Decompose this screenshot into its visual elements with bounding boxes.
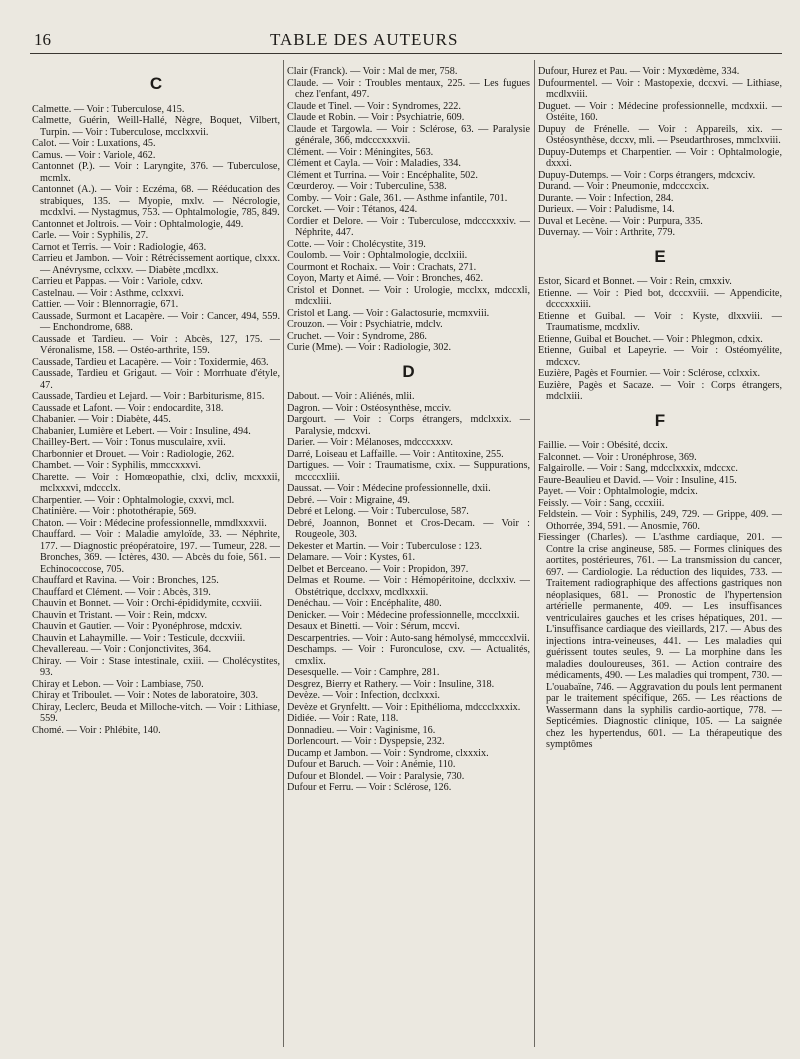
index-entry: Chiray et Triboulet. — Voir : Notes de laboratoire, 303. (32, 690, 258, 701)
index-entry: Coulomb. — Voir : Ophtalmologie, dcclxiii. (287, 250, 468, 261)
index-entry: Corcket. — Voir : Tétanos, 424. (287, 204, 418, 215)
index-entry: Falgairolle. — Voir : Sang, mdcclxxxix, mdccxc. (538, 463, 738, 474)
index-entry: Denicker. — Voir : Médecine professionnelle, mccclxxii. (287, 609, 520, 621)
index-entry: Cotte. — Voir : Cholécystite, 319. (287, 238, 426, 250)
index-entry: Estor, Sicard et Bonnet. — Voir : Rein, cmxxiv. (538, 276, 732, 287)
index-entry: Deschamps. — Voir : Furonculose, cxv. — Actualités, cmxlix. (287, 644, 530, 667)
index-entry: Carrieu et Jambon. — Voir : Rétrécissement aortique, clxxx. — Anévrysme, cclxxv. — Diabète ,mcdlxx. (32, 253, 280, 276)
index-entry: Clément et Cayla. — Voir : Maladies, 334. (287, 158, 461, 169)
index-entry: Descarpentries. — Voir : Auto-sang hémolysé, mmcccxlvii. (287, 632, 530, 644)
index-entry: Chaton. — Voir : Médecine professionnelle, mmdlxxxvii. (32, 517, 267, 529)
index-entry: Durieux. — Voir : Paludisme, 14. (538, 204, 675, 215)
index-entry: Desaux et Binetti. — Voir : Sérum, mccvi. (287, 621, 460, 632)
index-entry: Didiée. — Voir : Rate, 118. (287, 713, 399, 724)
index-column-2 (287, 66, 530, 1049)
index-entry: Cantonnet (A.). — Voir : Eczéma, 68. — Rééducation des strabiques, 135. — Myopie, mxlv. — Nécrologie, mcdxlvi. — Nystagmus, 753. — Ophtalmologie, 785, 849. (32, 184, 280, 218)
index-entry: Coyon, Marty et Aimé. — Voir : Bronches, 462. (287, 273, 484, 284)
index-entry: Cordier et Delore. — Voir : Tuberculose, mdcccxxxiv. — Néphrite, 447. (287, 215, 530, 238)
index-entry: Camus. — Voir : Variole, 462. (32, 149, 156, 161)
index-entry: Dupuy-Dutemps et Charpentier. — Voir : Ophtalmologie, dxxxi. (538, 146, 782, 169)
index-entry: Durante. — Voir : Infection, 284. (538, 192, 674, 204)
index-entry: Caussade, Tardieu et Grigaut. — Voir : Morrhuate d'étyle, 47. (32, 368, 280, 391)
section-letter: D (402, 361, 415, 381)
index-entry: Curie (Mme). — Voir : Radiologie, 302. (287, 342, 452, 353)
index-entry: Debré, Joannon, Bonnet et Cros-Decam. — Voir : Rougeole, 303. (287, 517, 530, 540)
index-entry: Devèze. — Voir : Infection, dcclxxxi. (287, 690, 440, 701)
index-entry: Ducamp et Jambon. — Voir : Syndrome, clxxxix. (287, 747, 489, 759)
index-entry: Chabanier, Lumière et Lebert. — Voir : Insuline, 494. (32, 425, 251, 437)
index-entry: Chauvin et Gautier. — Voir : Pyonéphrose, mdcxiv. (32, 621, 243, 632)
index-entry: Chabanier. — Voir : Diabète, 445. (32, 414, 171, 425)
index-entry: Cristol et Donnet. — Voir : Urologie, mcclxx, mdccxli, mdcxliii. (287, 284, 530, 307)
index-entry: Caussade, Surmont et Lacapère. — Voir : Cancer, 494, 559. — Enchondrome, 688. (32, 310, 280, 333)
index-entry: Dorlencourt. — Voir : Dyspepsie, 232. (287, 736, 445, 747)
index-entry: Calot. — Voir : Luxations, 45. (32, 138, 156, 149)
index-entry: Charette. — Voir : Homœopathie, clxi, dcliv, mcxxxii, mclxxxvi, mdccclx. (32, 471, 280, 494)
index-entry: Darré, Loiseau et Laffaille. — Voir : Antitoxine, 255. (287, 448, 504, 460)
index-entry: Dargourt. — Voir : Corps étrangers, mdclxxix. — Paralysie, mdcxvi. (287, 414, 530, 437)
index-entry: Delbet et Berceano. — Voir : Propidon, 397. (287, 563, 469, 575)
index-entry: Chauvin et Bonnet. — Voir : Orchi-épididymite, ccxviii. (32, 598, 262, 609)
index-entry: Claude et Tinel. — Voir : Syndromes, 222. (287, 100, 461, 112)
index-entry: Courmont et Rochaix. — Voir : Crachats, 271. (287, 261, 477, 273)
index-entry: Clément. — Voir : Méningites, 563. (287, 146, 434, 158)
index-entry: Carrieu et Pappas. — Voir : Variole, cdxv. (32, 276, 203, 287)
index-entry: Chauvin et Tristant. — Voir : Rein, mdcxv. (32, 609, 207, 621)
index-entry: Delamare. — Voir : Kystes, 61. (287, 552, 416, 563)
index-entry: Dabout. — Voir : Aliénés, mlii. (287, 391, 415, 402)
index-entry: Feissly. — Voir : Sang, cccxiii. (538, 497, 665, 509)
index-entry: Claude et Robin. — Voir : Psychiatrie, 609. (287, 112, 465, 123)
index-entry: Charbonnier et Drouet. — Voir : Radiologie, 262. (32, 448, 235, 460)
index-entry: Carnot et Terris. — Voir : Radiologie, 463. (32, 241, 207, 253)
section-letter: E (654, 246, 666, 266)
index-entry: Crouzon. — Voir : Psychiatrie, mdclv. (287, 319, 443, 330)
index-entry: Comby. — Voir : Gale, 361. — Asthme infantile, 701. (287, 192, 508, 204)
index-column-3 (538, 66, 782, 1049)
index-entry: Dufour et Ferru. — Voir : Sclérose, 126. (287, 782, 452, 793)
index-entry: Chauffard. — Voir : Maladie amyloïde, 33. — Néphrite, 177. — Diagnostic préopératoire, 197. — Tumeur, 228. — Bronches, 369. — Ictères, 430. — Abcès du foie, 561. — Echinococcose, 705. (32, 529, 280, 575)
index-entry: Calmette, Guérin, Weill-Hallé, Nègre, Boquet, Vilbert, Turpin. — Voir : Tuberculose, mcclxxvii. (32, 115, 280, 138)
section-letter: C (149, 74, 163, 93)
index-entry: Etienne. — Voir : Pied bot, dcccxviii. — Appendicite, dcccxxxiii. (538, 287, 782, 310)
index-entry: Duguet. — Voir : Médecine professionnelle, mcdxxii. — Ostéite, 160. (538, 100, 782, 123)
index-entry: Chomé. — Voir : Phlébite, 140. (32, 724, 161, 736)
index-entry: Devèze et Grynfeltt. — Voir : Epithélioma, mdccclxxxix. (287, 701, 521, 713)
index-entry: Claude et Targowla. — Voir : Sclérose, 63. — Paralysie générale, 366, mdcccxxxvii. (287, 123, 530, 146)
index-column-1 (32, 66, 280, 1049)
index-entry: Cruchet. — Voir : Syndrome, 286. (287, 330, 427, 342)
index-entry: Etienne et Guibal. — Voir : Kyste, dlxxviii. — Traumatisme, mcdxliv. (538, 310, 782, 333)
index-entry: Debré et Lelong. — Voir : Tuberculose, 587. (287, 506, 469, 517)
index-entry: Euzière, Pagès et Fournier. — Voir : Sclérose, cclxxix. (538, 368, 760, 379)
index-entry: Chauvin et Lahaymille. — Voir : Testicule, dccxviii. (32, 632, 246, 644)
index-entry: Fiessinger (Charles). — L'asthme cardiaque, 201. — Contre la crise angineuse, 585. — Formes cliniques des aortites, postérieures, 761. — La transmission du cancer, 697. — Cardiologie. La réduction des liquides, 733. — Traitement radiographique des affections gastriques non néoplasiques, 681. — Pronostic de l'hypertension artérielle permanente, 409. — Les insuffisances ventriculaires gauches et les crises hépatiques, 201. — L'insuffisance cardiaque des vieillards, 217. — Abus des injections intra-veineuses, 441. — Les maladies qui guérissent toutes seules, 9. — La morphine dans les maladies douloureuses, 361. — Action contraire des médicaments, 490. — Les maladies qui trompent, 730. — L'ouabaïne, 746. — Aggravation du pouls lent permanent par le traitement spécifique, 265. — Les réactions de Wassermann dans la syphilis cardio-aortique, 778. — Septicémies. Diagnostic clinique, 105. — La saignée chez les hypertendus, 601. — La thérapeutique des symptômes (538, 532, 782, 750)
index-entry: Dartigues. — Voir : Traumatisme, cxix. — Suppurations, mccccxliii. (287, 460, 530, 483)
index-entry: Etienne, Guibal et Lapeyrie. — Voir : Ostéomyélite, mdcxcv. (538, 345, 782, 368)
index-entry: Daussat. — Voir : Médecine professionnelle, dxii. (287, 483, 491, 494)
index-entry: Clément et Turrina. — Voir : Encéphalite, 502. (287, 169, 478, 181)
index-entry: Desgrez, Bierry et Rathery. — Voir : Insuline, 318. (287, 678, 495, 690)
index-entry: Calmette. — Voir : Tuberculose, 415. (32, 103, 185, 115)
index-entry: Chambet. — Voir : Syphilis, mmccxxxvi. (32, 460, 201, 471)
index-entry: Castelnau. — Voir : Asthme, cclxxvi. (32, 287, 184, 299)
index-entry: Dufourmentel. — Voir : Mastopexie, dccxvi. — Lithiase, mcdlxviii. (538, 77, 782, 100)
index-entry: Chauffard et Clément. — Voir : Abcès, 319. (32, 586, 211, 598)
index-entry: Desesquelle. — Voir : Camphre, 281. (287, 667, 440, 678)
index-entry: Falconnet. — Voir : Uronéphrose, 369. (538, 451, 697, 463)
index-entry: Dufour et Blondel. — Voir : Paralysie, 730. (287, 770, 465, 782)
index-entry: Cantonnet (P.). — Voir : Laryngite, 376. — Tuberculose, mcmlx. (32, 161, 280, 184)
column-divider (283, 60, 284, 1047)
index-entry: Durand. — Voir : Pneumonie, mdcccxcix. (538, 181, 710, 192)
index-entry: Caussade, Tardieu et Lejard. — Voir : Barbiturisme, 815. (32, 391, 265, 402)
index-entry: Denéchau. — Voir : Encéphalite, 480. (287, 598, 442, 609)
index-entry: Payet. — Voir : Ophtalmologie, mdcix. (538, 486, 698, 497)
index-entry: Chiray et Lebon. — Voir : Lambiase, 750. (32, 678, 204, 690)
index-entry: Caussade, Tardieu et Lacapère. — Voir : Toxidermie, 463. (32, 356, 269, 368)
index-entry: Cantonnet et Joltrois. — Voir : Ophtalmologie, 449. (32, 218, 244, 230)
index-entry: Faillie. — Voir : Obésité, dccix. (538, 440, 668, 451)
index-entry: Cristol et Lang. — Voir : Galactosurie, mcmxviii. (287, 307, 490, 319)
page-number: 16 (34, 30, 51, 49)
index-entry: Carle. — Voir : Syphilis, 27. (32, 230, 149, 241)
section-letter: F (654, 410, 666, 430)
index-entry: Feldstein. — Voir : Syphilis, 249, 729. — Grippe, 409. — Othorrée, 394, 591. — Anosmie, 760. (538, 509, 782, 532)
index-entry: Caussade et Lafont. — Voir : endocardite, 318. (32, 402, 224, 414)
index-entry: Dekester et Martin. — Voir : Tuberculose : 123. (287, 540, 482, 552)
index-entry: Chailley-Bert. — Voir : Tonus musculaire, xvii. (32, 437, 226, 448)
index-entry: Delmas et Roume. — Voir : Hémopéritoine, dcclxxiv. — Obstétrique, dcclxxv, mcdlxxxii. (287, 575, 530, 598)
index-entry: Caussade et Tardieu. — Voir : Abcès, 127, 175. — Véronalisme, 158. — Ostéo-arthrite, 159. (32, 333, 280, 356)
index-entry: Cattier. — Voir : Blennorragie, 671. (32, 299, 179, 310)
index-entry: Faure-Beaulieu et David. — Voir : Insuline, 415. (538, 474, 737, 486)
index-entry: Chauffard et Ravina. — Voir : Bronches, 125. (32, 575, 219, 586)
index-entry: Euzière, Pagès et Sacaze. — Voir : Corps étrangers, mdclxiii. (538, 379, 782, 402)
index-entry: Duvernay. — Voir : Arthrite, 779. (538, 227, 676, 238)
index-entry: Chiray, Leclerc, Beuda et Milloche-vitch. — Voir : Lithiase, 559. (32, 701, 280, 724)
running-title: TABLE DES AUTEURS (270, 30, 459, 49)
index-entry: Etienne, Guibal et Bouchet. — Voir : Phlegmon, cdxix. (538, 333, 763, 345)
index-entry: Dagron. — Voir : Ostéosynthèse, mcciv. (287, 402, 452, 414)
index-entry: Chatinière. — Voir : photothérapie, 569. (32, 506, 197, 517)
index-entry: Donnadieu. — Voir : Vaginisme, 16. (287, 724, 436, 736)
index-entry: Clair (Franck). — Voir : Mal de mer, 758. (287, 66, 458, 77)
header-rule (30, 53, 782, 54)
index-entry: Duval et Lecène. — Voir : Purpura, 335. (538, 215, 703, 227)
index-entry: Darier. — Voir : Mélanoses, mdcccxxxv. (287, 437, 453, 448)
index-entry: Dupuy de Frénelle. — Voir : Appareils, xix. — Ostéosynthèse, dccxv, mli. — Pseudarthroses, mmclxviii. (538, 123, 782, 146)
index-entry: Cœurderoy. — Voir : Tuberculine, 538. (287, 181, 447, 192)
index-entry: Dupuy-Dutemps. — Voir : Corps étrangers, mdcxciv. (538, 169, 756, 181)
index-entry: Claude. — Voir : Troubles mentaux, 225. — Les fugues chez l'enfant, 497. (287, 77, 530, 100)
index-entry: Charpentier. — Voir : Ophtalmologie, cxxvi, mcl. (32, 494, 235, 506)
index-entry: Chevallereau. — Voir : Conjonctivites, 364. (32, 644, 212, 655)
index-entry: Dufour, Hurez et Pau. — Voir : Myxœdème, 334. (538, 66, 740, 77)
column-divider (534, 60, 535, 1047)
index-entry: Chiray. — Voir : Stase intestinale, cxiii. — Cholécystites, 93. (32, 655, 280, 678)
index-entry: Dufour et Baruch. — Voir : Anémie, 110. (287, 759, 456, 770)
index-entry: Debré. — Voir : Migraine, 49. (287, 494, 410, 506)
